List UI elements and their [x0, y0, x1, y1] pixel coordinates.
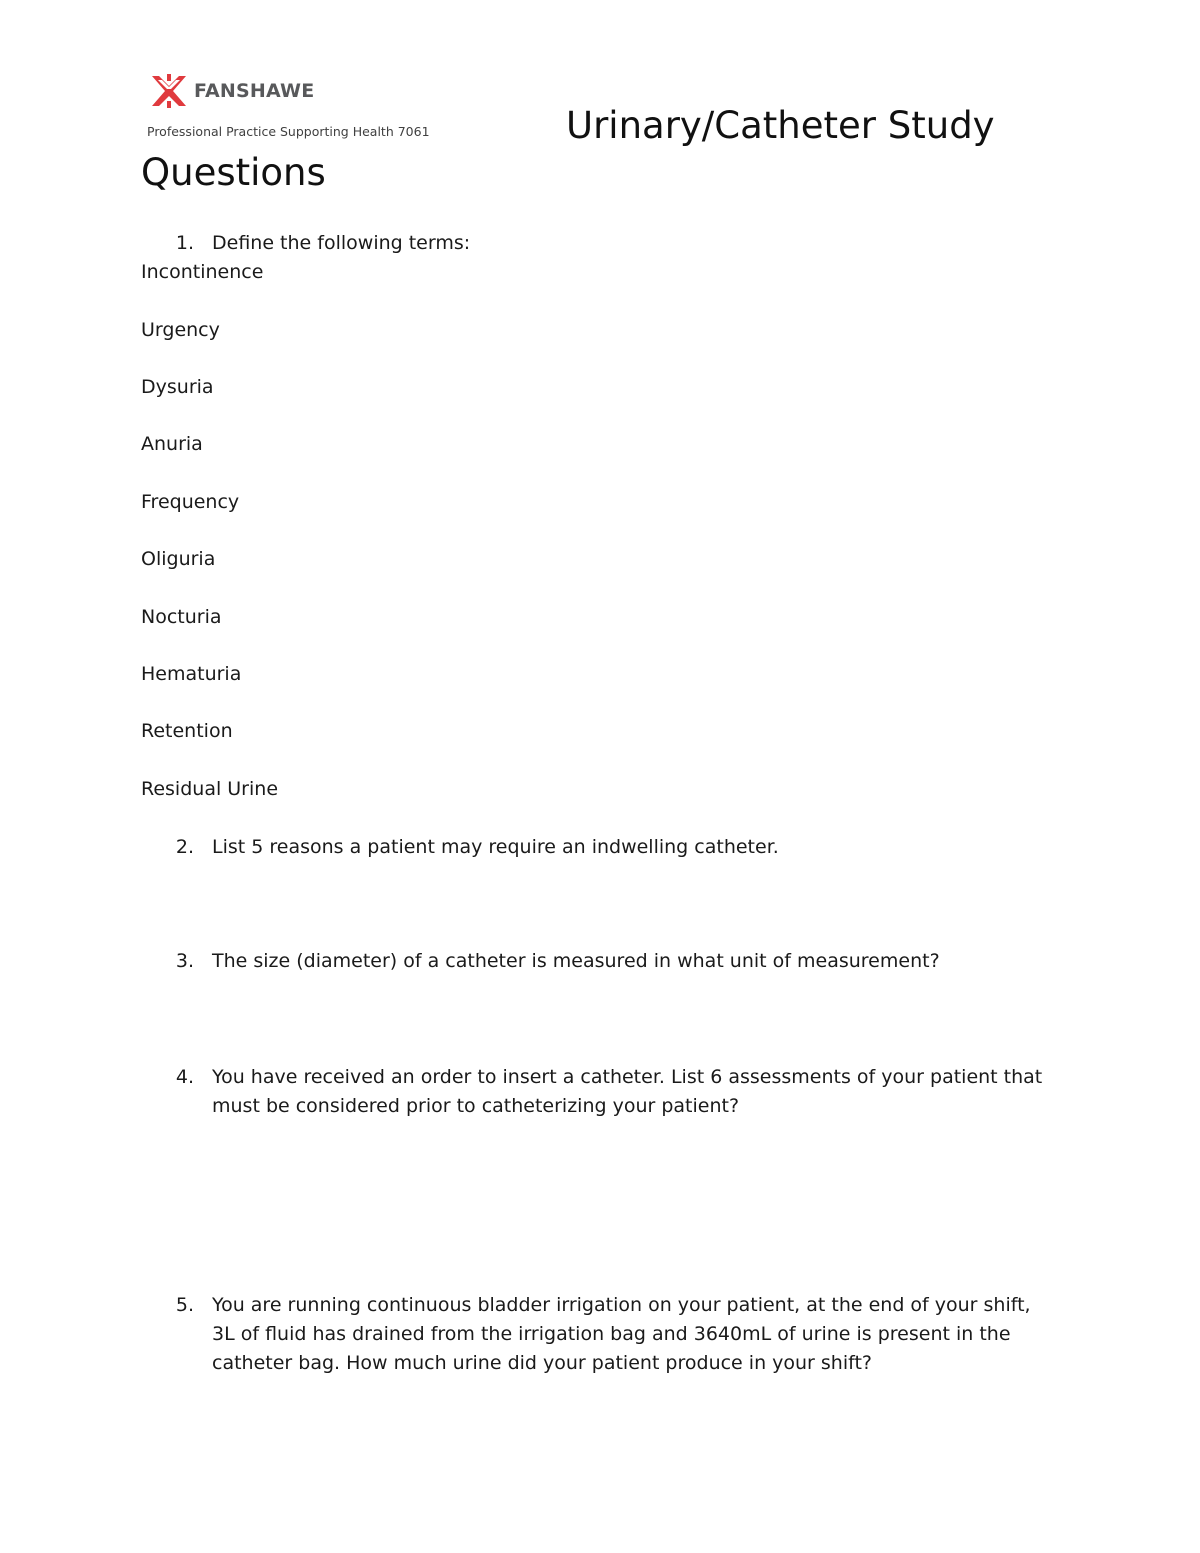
question-number: 1.	[175, 232, 194, 254]
document-title: Urinary/Catheter Study	[566, 104, 995, 147]
course-name: Professional Practice Supporting Health 7061	[147, 124, 430, 139]
term-oliguria: Oliguria	[141, 548, 216, 570]
question-number: 5.	[175, 1294, 194, 1316]
question-2	[0, 833, 1200, 862]
question-5	[0, 1291, 1200, 1378]
question-number: 4.	[175, 1066, 194, 1088]
term-dysuria: Dysuria	[141, 376, 214, 398]
term-incontinence: Incontinence	[141, 261, 264, 283]
term-anuria: Anuria	[141, 433, 203, 455]
term-retention: Retention	[141, 720, 233, 742]
term-residual-urine: Residual Urine	[141, 778, 279, 800]
question-3	[0, 947, 1200, 976]
term-frequency: Frequency	[141, 491, 240, 513]
question-text: You are running continuous bladder irrigation on your patient, at the end of your shift, 3L of fluid has drained from the irrigation bag and 3640mL of urine is present in the catheter bag. How much urine did your patient produce in your shift?	[212, 1294, 1031, 1374]
term-hematuria: Hematuria	[141, 663, 242, 685]
question-text: List 5 reasons a patient may require an indwelling catheter.	[212, 836, 779, 858]
fanshawe-emblem-icon	[150, 72, 188, 110]
document-subtitle: Questions	[141, 151, 326, 194]
fanshawe-logo	[150, 72, 314, 110]
question-text: You have received an order to insert a catheter. List 6 assessments of your patient that must be considered prior to catheterizing your patient?	[212, 1066, 1043, 1117]
question-number: 2.	[175, 836, 194, 858]
brand-name: FANSHAWE	[194, 80, 315, 102]
question-text: The size (diameter) of a catheter is measured in what unit of measurement?	[212, 950, 940, 972]
question-1	[0, 229, 1200, 258]
question-text: Define the following terms:	[212, 232, 471, 254]
term-nocturia: Nocturia	[141, 606, 222, 628]
question-number: 3.	[175, 950, 194, 972]
question-4	[0, 1063, 1200, 1121]
term-urgency: Urgency	[141, 319, 220, 341]
